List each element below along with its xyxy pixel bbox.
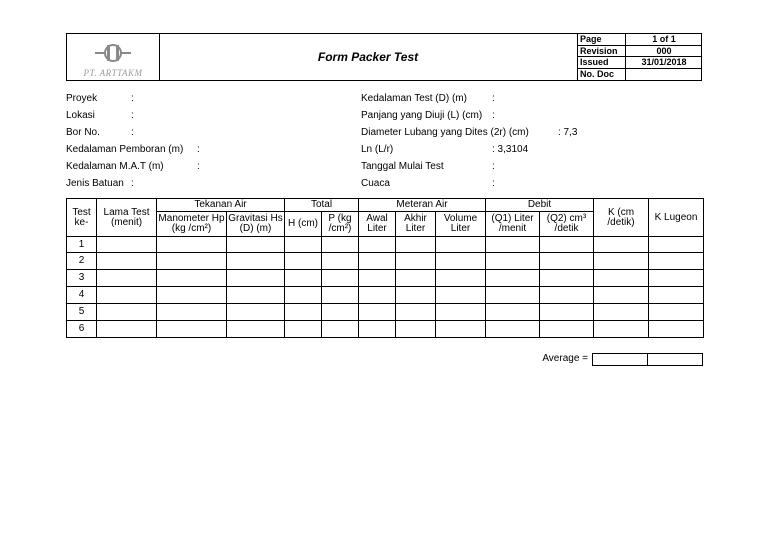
row-number: 2 xyxy=(67,253,97,270)
table-cell[interactable] xyxy=(285,270,322,287)
table-cell[interactable] xyxy=(359,253,396,270)
row-number: 4 xyxy=(67,287,97,304)
header-gravitasi: Gravitasi Hs (D) (m) xyxy=(227,212,285,237)
table-cell[interactable] xyxy=(285,304,322,321)
header-volume: Volume Liter xyxy=(436,212,486,237)
header-manometer: Manometer Hp (kg /cm²) xyxy=(157,212,227,237)
table-cell[interactable] xyxy=(97,270,157,287)
average-label: Average = xyxy=(542,353,588,364)
table-cell[interactable] xyxy=(540,270,594,287)
table-cell[interactable] xyxy=(227,270,285,287)
header-p-kg: P (kg /cm²) xyxy=(322,212,359,237)
table-cell[interactable] xyxy=(285,321,322,338)
table-cell[interactable] xyxy=(649,237,704,253)
table-cell[interactable] xyxy=(359,304,396,321)
meta-row-page xyxy=(578,34,702,46)
table-cell[interactable] xyxy=(486,270,540,287)
field-tanggal-label: Tanggal Mulai Test xyxy=(361,161,444,172)
table-cell[interactable] xyxy=(649,253,704,270)
meta-key: Page xyxy=(580,34,602,44)
table-cell[interactable] xyxy=(540,253,594,270)
table-cell[interactable] xyxy=(359,237,396,253)
average-k-lugeon-field[interactable] xyxy=(647,353,703,366)
field-kedalaman-test-label: Kedalaman Test (D) (m) xyxy=(361,93,467,104)
table-cell[interactable] xyxy=(396,253,436,270)
table-cell[interactable] xyxy=(157,321,227,338)
table-cell[interactable] xyxy=(396,321,436,338)
table-cell[interactable] xyxy=(540,287,594,304)
meta-value: 31/01/2018 xyxy=(625,57,702,68)
field-panjang-label: Panjang yang Diuji (L) (cm) xyxy=(361,110,483,121)
table-cell[interactable] xyxy=(436,237,486,253)
meta-value: 1 of 1 xyxy=(625,34,702,45)
table-cell[interactable] xyxy=(97,304,157,321)
meta-key: Revision xyxy=(580,45,618,56)
field-lokasi-colon: : xyxy=(131,110,134,121)
field-diameter-label: Diameter Lubang yang Dites (2r) (cm) xyxy=(361,127,529,138)
meta-value xyxy=(625,69,702,81)
company-name: PT. ARTTAKM xyxy=(83,68,143,78)
field-bor-no-colon: : xyxy=(131,127,134,138)
table-cell[interactable] xyxy=(594,304,649,321)
table-cell[interactable] xyxy=(436,253,486,270)
header-h-cm: H (cm) xyxy=(285,212,322,237)
table-row xyxy=(67,304,704,321)
header-test-ke: Test ke- xyxy=(67,199,97,237)
meta-key: Issued xyxy=(580,57,609,67)
form-title: Form Packer Test xyxy=(317,50,419,64)
form-header xyxy=(66,33,702,81)
table-cell[interactable] xyxy=(540,304,594,321)
header-debit: Debit xyxy=(486,199,594,212)
field-diameter-value: : 7,3 xyxy=(558,127,578,138)
header-q2: (Q2) cm³ /detik xyxy=(540,212,594,237)
meta-row-issued xyxy=(578,57,702,69)
table-cell[interactable] xyxy=(486,304,540,321)
table-cell[interactable] xyxy=(157,253,227,270)
row-number: 6 xyxy=(67,321,97,338)
table-cell[interactable] xyxy=(396,237,436,253)
field-kedalaman-pemboran-colon: : xyxy=(197,144,200,155)
table-cell[interactable] xyxy=(322,253,359,270)
header-akhir: Akhir Liter xyxy=(396,212,436,237)
table-cell[interactable] xyxy=(649,270,704,287)
table-cell[interactable] xyxy=(396,270,436,287)
table-cell[interactable] xyxy=(322,270,359,287)
table-cell[interactable] xyxy=(649,321,704,338)
average-k-cm-field[interactable] xyxy=(592,353,648,366)
field-lokasi-label: Lokasi xyxy=(66,110,95,121)
meta-value: 000 xyxy=(625,46,702,57)
field-kedalaman-pemboran-label: Kedalaman Pemboran (m) xyxy=(66,144,184,155)
table-cell[interactable] xyxy=(594,237,649,253)
table-cell[interactable] xyxy=(594,253,649,270)
table-cell[interactable] xyxy=(157,287,227,304)
table-cell[interactable] xyxy=(436,304,486,321)
table-cell[interactable] xyxy=(322,304,359,321)
field-jenis-batuan-colon: : xyxy=(131,178,134,189)
table-cell[interactable] xyxy=(594,270,649,287)
field-proyek-label: Proyek xyxy=(66,93,98,104)
table-cell[interactable] xyxy=(227,321,285,338)
table-cell[interactable] xyxy=(540,237,594,253)
document-meta-table xyxy=(577,34,702,80)
field-cuaca-colon: : xyxy=(492,178,495,189)
field-bor-no-label: Bor No. xyxy=(66,127,100,138)
header-awal: Awal Liter xyxy=(359,212,396,237)
table-cell[interactable] xyxy=(649,304,704,321)
packer-test-table xyxy=(66,198,704,338)
table-cell[interactable] xyxy=(436,287,486,304)
header-k-lugeon: K Lugeon xyxy=(649,199,704,237)
table-cell[interactable] xyxy=(227,253,285,270)
table-cell[interactable] xyxy=(436,270,486,287)
table-cell[interactable] xyxy=(97,237,157,253)
row-number: 1 xyxy=(67,237,97,253)
table-cell[interactable] xyxy=(396,304,436,321)
table-cell[interactable] xyxy=(285,237,322,253)
table-cell[interactable] xyxy=(486,321,540,338)
table-cell[interactable] xyxy=(359,270,396,287)
table-cell[interactable] xyxy=(285,287,322,304)
header-lama-test: Lama Test (menit) xyxy=(97,199,157,237)
table-cell[interactable] xyxy=(486,287,540,304)
field-jenis-batuan-label: Jenis Batuan xyxy=(66,178,124,189)
table-cell[interactable] xyxy=(227,287,285,304)
logo-cell xyxy=(67,34,160,80)
table-cell[interactable] xyxy=(594,287,649,304)
table-cell[interactable] xyxy=(540,321,594,338)
table-cell[interactable] xyxy=(436,321,486,338)
field-ln-label: Ln (L/r) xyxy=(361,144,394,155)
table-cell[interactable] xyxy=(97,253,157,270)
header-tekanan-air: Tekanan Air xyxy=(157,199,285,212)
row-number: 5 xyxy=(67,304,97,321)
table-cell[interactable] xyxy=(322,321,359,338)
header-q1: (Q1) Liter /menit xyxy=(486,212,540,237)
header-k-cm: K (cm /detik) xyxy=(594,199,649,237)
company-logo-icon xyxy=(93,40,133,66)
table-cell[interactable] xyxy=(649,287,704,304)
field-cuaca-label: Cuaca xyxy=(361,178,390,189)
table-row xyxy=(67,253,704,270)
meta-key: No. Doc xyxy=(580,68,615,79)
meta-row-revision xyxy=(578,46,702,58)
table-cell[interactable] xyxy=(97,287,157,304)
table-header-row-1 xyxy=(67,199,704,212)
field-panjang-colon: : xyxy=(492,110,495,121)
table-cell[interactable] xyxy=(359,321,396,338)
table-cell[interactable] xyxy=(285,253,322,270)
table-cell[interactable] xyxy=(359,287,396,304)
table-cell[interactable] xyxy=(157,237,227,253)
row-number: 3 xyxy=(67,270,97,287)
table-cell[interactable] xyxy=(322,237,359,253)
table-row xyxy=(67,270,704,287)
field-kedalaman-mat-label: Kedalaman M.A.T (m) xyxy=(66,161,164,172)
meta-row-no-doc xyxy=(578,69,702,81)
table-cell[interactable] xyxy=(396,287,436,304)
table-cell[interactable] xyxy=(322,287,359,304)
table-cell[interactable] xyxy=(486,253,540,270)
table-row xyxy=(67,321,704,338)
table-cell[interactable] xyxy=(97,321,157,338)
table-row xyxy=(67,237,704,253)
field-kedalaman-test-colon: : xyxy=(492,93,495,104)
table-cell[interactable] xyxy=(157,304,227,321)
table-cell[interactable] xyxy=(486,237,540,253)
table-cell[interactable] xyxy=(594,321,649,338)
header-meteran-air: Meteran Air xyxy=(359,199,486,212)
field-ln-value: : 3,3104 xyxy=(492,144,529,155)
field-tanggal-colon: : xyxy=(492,161,495,172)
table-cell[interactable] xyxy=(227,304,285,321)
table-row xyxy=(67,287,704,304)
field-kedalaman-mat-colon: : xyxy=(197,161,200,172)
header-total: Total xyxy=(285,199,359,212)
table-cell[interactable] xyxy=(227,237,285,253)
field-proyek-colon: : xyxy=(131,93,134,104)
table-cell[interactable] xyxy=(157,270,227,287)
